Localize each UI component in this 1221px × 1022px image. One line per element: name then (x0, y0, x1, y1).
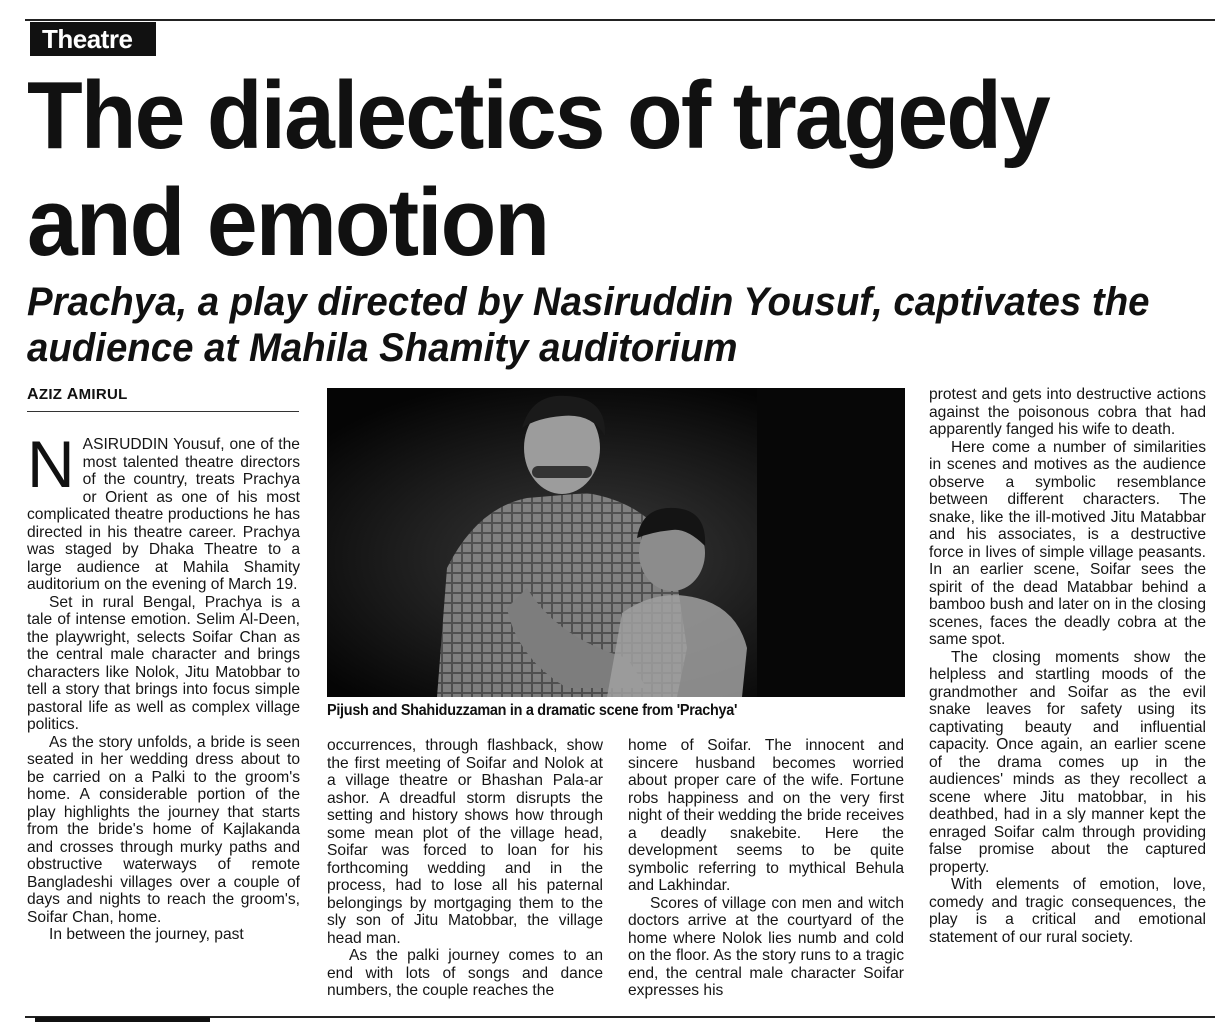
byline (27, 386, 299, 412)
bottom-tab (35, 1017, 210, 1022)
paragraph: As the story unfolds, a bride is seen seated in her wedding dress about to be carried on a Palki to the groom's home. A considerable portion of the play highlights the journey that starts from the bride's home of Kajlakanda and crosses through murky paths and obstructive waterways of remote Bangladeshi villages over a couple of days and nights to reach the groom's, Soifar Chan, home. (27, 733, 300, 926)
paragraph: Here come a number of similarities in scenes and motives as the audience observe a symbolic resemblance between different characters. The snake, like the ill-motived Jitu Matabbar and his associates, is a destructive force in lives of simple village peasants. In an earlier scene, Soifar sees the spirit of the dead Matabbar behind a bamboo bush and later on in the closing scenes, faces the deadly cobra at the same spot. (929, 438, 1206, 648)
paragraph: Set in rural Bengal, Prachya is a tale of intense emotion. Selim Al-Deen, the playwright, selects Soifar Chan as the central male character and brings characters like Nolok, Jitu Matobbar to tell a story that brings into focus simple pastoral life as well as complex village politics. (27, 593, 300, 733)
paragraph: Scores of village con men and witch doctors arrive at the courtyard of the home where Nolok lies numb and cold on the floor. As the story runs to a tragic end, the central male character Soifar expresses his (628, 894, 904, 999)
article-column-4 (929, 386, 1206, 946)
paragraph: protest and gets into destructive actions against the poisonous cobra that had apparently fanged his wife to death. (929, 386, 1206, 438)
photo-caption: Pijush and Shahiduzzaman in a dramatic scene from 'Prachya' (327, 702, 738, 719)
deck-subheadline: Prachya, a play directed by Nasiruddin Yousuf, captivates the audience at Mahila Shamity auditorium (27, 280, 1150, 370)
article-column-3 (628, 737, 904, 1000)
article-column-1 (27, 427, 300, 944)
drop-cap: N (27, 427, 75, 501)
byline-last-initial: A (66, 386, 79, 403)
paragraph: home of Soifar. The innocent and sincere husband becomes worried about proper care of the wife. Fortune robs happiness and on the very first night of their wedding the bride receives a deadly snakebite. Here the development seems to be quite symbolic referring to mythical Behula and Lakhindar. (628, 737, 904, 894)
photo-image (327, 388, 905, 697)
paragraph: occurrences, through flashback, show the first meeting of Soifar and Nolok at a village theatre or Bhashan Pala-ar ashor. A dreadful storm disrupts the setting and history shows how through some mean plot of the village head, Soifar was forced to loan for his forthcoming wedding and in the process, had to lose all his paternal belongings by mortgaging them to the sly son of Jitu Matobbar, the village head man. (327, 737, 603, 947)
top-rule (25, 19, 1215, 21)
paragraph-text: ASIRUDDIN Yousuf, one of the most talented theatre directors of the country, treats Prachya or Orient as one of his most complicated theatre productions he has directed in his theatre career. Prachya was staged by Dhaka Theatre to a large audience at Mahila Shamity auditorium on the evening of March 19. (27, 436, 300, 593)
photo (327, 388, 905, 697)
article-column-2 (327, 737, 603, 1000)
paragraph: In between the journey, past (49, 926, 244, 943)
headline: The dialectics of tragedy and emotion (27, 62, 1049, 276)
paragraph: The closing moments show the helpless and startling moods of the grandmother and Soifar as the evil snake leaves for safety using its captivating beauty and influential capacity. Once again, an earlier scene of the drama comes up in the audiences' minds as they recollect a scene where Jitu matobbar, in his deathbed, had in a sly manner kept the enraged Soifar calm through providing false promise about the captured property. (929, 648, 1206, 876)
byline-last-rest: MIRUL (78, 386, 128, 403)
byline-first-rest: ZIZ (38, 386, 63, 403)
paragraph (27, 427, 300, 594)
byline-first-initial: A (27, 386, 39, 403)
paragraph: With elements of emotion, love, comedy and tragic consequences, the play is a critical and emotional statement of our rural society. (929, 876, 1206, 946)
paragraph: As the palki journey comes to an end with lots of songs and dance numbers, the couple reaches the (327, 947, 603, 999)
section-tag: Theatre (30, 22, 156, 56)
